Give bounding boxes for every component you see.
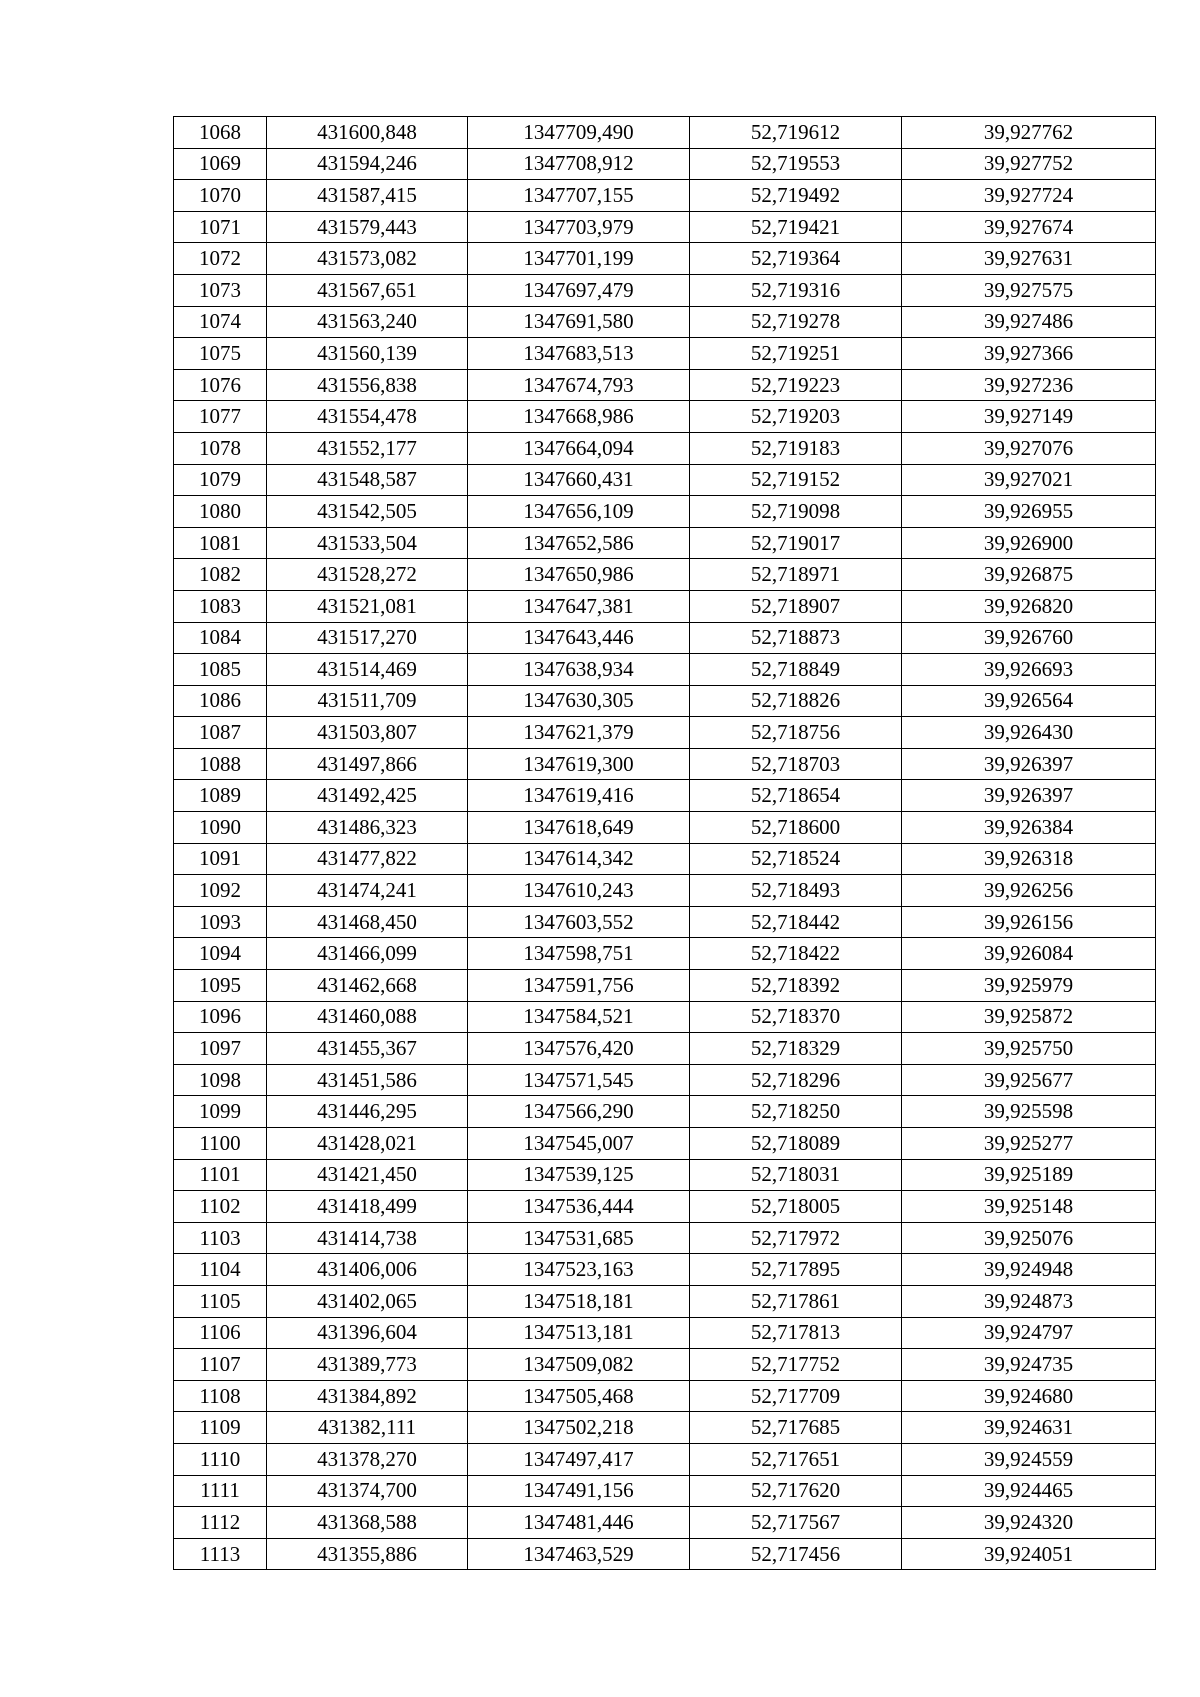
latitude-cell: 52,718907	[690, 590, 902, 622]
y-coordinate-cell: 1347650,986	[468, 559, 690, 591]
y-coordinate-cell: 1347584,521	[468, 1001, 690, 1033]
table-row	[174, 685, 1156, 717]
latitude-cell: 52,718524	[690, 843, 902, 875]
x-coordinate-cell: 431486,323	[267, 812, 468, 844]
x-coordinate-cell: 431389,773	[267, 1349, 468, 1381]
longitude-cell: 39,925148	[902, 1191, 1156, 1223]
table-row	[174, 306, 1156, 338]
longitude-cell: 39,925598	[902, 1096, 1156, 1128]
table-row	[174, 1285, 1156, 1317]
y-coordinate-cell: 1347630,305	[468, 685, 690, 717]
longitude-cell: 39,925979	[902, 970, 1156, 1002]
latitude-cell: 52,717456	[690, 1538, 902, 1570]
y-coordinate-cell: 1347539,125	[468, 1159, 690, 1191]
longitude-cell: 39,927762	[902, 117, 1156, 149]
x-coordinate-cell: 431556,838	[267, 369, 468, 401]
y-coordinate-cell: 1347660,431	[468, 464, 690, 496]
y-coordinate-cell: 1347697,479	[468, 274, 690, 306]
y-coordinate-cell: 1347691,580	[468, 306, 690, 338]
point-number-cell: 1098	[174, 1064, 267, 1096]
point-number-cell: 1069	[174, 148, 267, 180]
point-number-cell: 1071	[174, 211, 267, 243]
longitude-cell: 39,927021	[902, 464, 1156, 496]
y-coordinate-cell: 1347647,381	[468, 590, 690, 622]
x-coordinate-cell: 431511,709	[267, 685, 468, 717]
y-coordinate-cell: 1347463,529	[468, 1538, 690, 1570]
y-coordinate-cell: 1347668,986	[468, 401, 690, 433]
longitude-cell: 39,927486	[902, 306, 1156, 338]
point-number-cell: 1111	[174, 1475, 267, 1507]
x-coordinate-cell: 431382,111	[267, 1412, 468, 1444]
latitude-cell: 52,718756	[690, 717, 902, 749]
latitude-cell: 52,718329	[690, 1033, 902, 1065]
point-number-cell: 1102	[174, 1191, 267, 1223]
table-row	[174, 717, 1156, 749]
y-coordinate-cell: 1347603,552	[468, 906, 690, 938]
longitude-cell: 39,927631	[902, 243, 1156, 275]
longitude-cell: 39,924797	[902, 1317, 1156, 1349]
table-row	[174, 211, 1156, 243]
table-row	[174, 1191, 1156, 1223]
longitude-cell: 39,926564	[902, 685, 1156, 717]
x-coordinate-cell: 431421,450	[267, 1159, 468, 1191]
latitude-cell: 52,719492	[690, 180, 902, 212]
point-number-cell: 1092	[174, 875, 267, 907]
table-row	[174, 1349, 1156, 1381]
table-row	[174, 1412, 1156, 1444]
x-coordinate-cell: 431573,082	[267, 243, 468, 275]
table-row	[174, 117, 1156, 149]
table-row	[174, 906, 1156, 938]
y-coordinate-cell: 1347497,417	[468, 1443, 690, 1475]
table-row	[174, 1538, 1156, 1570]
x-coordinate-cell: 431396,604	[267, 1317, 468, 1349]
table-row	[174, 1443, 1156, 1475]
table-row	[174, 654, 1156, 686]
table-row	[174, 970, 1156, 1002]
longitude-cell: 39,924631	[902, 1412, 1156, 1444]
x-coordinate-cell: 431567,651	[267, 274, 468, 306]
x-coordinate-cell: 431594,246	[267, 148, 468, 180]
point-number-cell: 1073	[174, 274, 267, 306]
y-coordinate-cell: 1347703,979	[468, 211, 690, 243]
latitude-cell: 52,719553	[690, 148, 902, 180]
point-number-cell: 1103	[174, 1222, 267, 1254]
table-row	[174, 590, 1156, 622]
table-row	[174, 622, 1156, 654]
x-coordinate-cell: 431477,822	[267, 843, 468, 875]
longitude-cell: 39,925750	[902, 1033, 1156, 1065]
x-coordinate-cell: 431406,006	[267, 1254, 468, 1286]
longitude-cell: 39,926397	[902, 780, 1156, 812]
table-row	[174, 1096, 1156, 1128]
latitude-cell: 52,718703	[690, 748, 902, 780]
y-coordinate-cell: 1347566,290	[468, 1096, 690, 1128]
longitude-cell: 39,927724	[902, 180, 1156, 212]
point-number-cell: 1088	[174, 748, 267, 780]
point-number-cell: 1095	[174, 970, 267, 1002]
latitude-cell: 52,718493	[690, 875, 902, 907]
x-coordinate-cell: 431514,469	[267, 654, 468, 686]
longitude-cell: 39,927236	[902, 369, 1156, 401]
point-number-cell: 1083	[174, 590, 267, 622]
x-coordinate-cell: 431552,177	[267, 432, 468, 464]
y-coordinate-cell: 1347591,756	[468, 970, 690, 1002]
x-coordinate-cell: 431528,272	[267, 559, 468, 591]
latitude-cell: 52,718005	[690, 1191, 902, 1223]
y-coordinate-cell: 1347610,243	[468, 875, 690, 907]
y-coordinate-cell: 1347664,094	[468, 432, 690, 464]
point-number-cell: 1101	[174, 1159, 267, 1191]
longitude-cell: 39,924735	[902, 1349, 1156, 1381]
table-row	[174, 369, 1156, 401]
longitude-cell: 39,927752	[902, 148, 1156, 180]
latitude-cell: 52,718826	[690, 685, 902, 717]
latitude-cell: 52,718600	[690, 812, 902, 844]
longitude-cell: 39,924465	[902, 1475, 1156, 1507]
point-number-cell: 1104	[174, 1254, 267, 1286]
latitude-cell: 52,719223	[690, 369, 902, 401]
x-coordinate-cell: 431355,886	[267, 1538, 468, 1570]
longitude-cell: 39,926256	[902, 875, 1156, 907]
longitude-cell: 39,926397	[902, 748, 1156, 780]
y-coordinate-cell: 1347523,163	[468, 1254, 690, 1286]
table-row	[174, 274, 1156, 306]
x-coordinate-cell: 431554,478	[267, 401, 468, 433]
y-coordinate-cell: 1347618,649	[468, 812, 690, 844]
x-coordinate-cell: 431563,240	[267, 306, 468, 338]
longitude-cell: 39,924680	[902, 1380, 1156, 1412]
y-coordinate-cell: 1347656,109	[468, 496, 690, 528]
latitude-cell: 52,718031	[690, 1159, 902, 1191]
point-number-cell: 1113	[174, 1538, 267, 1570]
y-coordinate-cell: 1347709,490	[468, 117, 690, 149]
point-number-cell: 1068	[174, 117, 267, 149]
longitude-cell: 39,926693	[902, 654, 1156, 686]
latitude-cell: 52,717813	[690, 1317, 902, 1349]
x-coordinate-cell: 431600,848	[267, 117, 468, 149]
table-row	[174, 1001, 1156, 1033]
point-number-cell: 1085	[174, 654, 267, 686]
latitude-cell: 52,717651	[690, 1443, 902, 1475]
point-number-cell: 1078	[174, 432, 267, 464]
point-number-cell: 1079	[174, 464, 267, 496]
latitude-cell: 52,719183	[690, 432, 902, 464]
y-coordinate-cell: 1347505,468	[468, 1380, 690, 1412]
point-number-cell: 1072	[174, 243, 267, 275]
latitude-cell: 52,719278	[690, 306, 902, 338]
y-coordinate-cell: 1347598,751	[468, 938, 690, 970]
y-coordinate-cell: 1347707,155	[468, 180, 690, 212]
point-number-cell: 1090	[174, 812, 267, 844]
latitude-cell: 52,718422	[690, 938, 902, 970]
table-row	[174, 496, 1156, 528]
point-number-cell: 1094	[174, 938, 267, 970]
table-row	[174, 180, 1156, 212]
x-coordinate-cell: 431560,139	[267, 338, 468, 370]
latitude-cell: 52,718370	[690, 1001, 902, 1033]
point-number-cell: 1110	[174, 1443, 267, 1475]
longitude-cell: 39,924948	[902, 1254, 1156, 1286]
x-coordinate-cell: 431368,588	[267, 1507, 468, 1539]
y-coordinate-cell: 1347643,446	[468, 622, 690, 654]
longitude-cell: 39,925076	[902, 1222, 1156, 1254]
x-coordinate-cell: 431517,270	[267, 622, 468, 654]
table-row	[174, 338, 1156, 370]
longitude-cell: 39,926875	[902, 559, 1156, 591]
longitude-cell: 39,927366	[902, 338, 1156, 370]
y-coordinate-cell: 1347513,181	[468, 1317, 690, 1349]
table-row	[174, 780, 1156, 812]
point-number-cell: 1100	[174, 1128, 267, 1160]
longitude-cell: 39,925189	[902, 1159, 1156, 1191]
point-number-cell: 1109	[174, 1412, 267, 1444]
latitude-cell: 52,717685	[690, 1412, 902, 1444]
longitude-cell: 39,926084	[902, 938, 1156, 970]
latitude-cell: 52,719251	[690, 338, 902, 370]
point-number-cell: 1093	[174, 906, 267, 938]
table-row	[174, 812, 1156, 844]
point-number-cell: 1076	[174, 369, 267, 401]
longitude-cell: 39,927076	[902, 432, 1156, 464]
longitude-cell: 39,927575	[902, 274, 1156, 306]
latitude-cell: 52,718250	[690, 1096, 902, 1128]
latitude-cell: 52,718296	[690, 1064, 902, 1096]
x-coordinate-cell: 431460,088	[267, 1001, 468, 1033]
table-row	[174, 1317, 1156, 1349]
x-coordinate-cell: 431378,270	[267, 1443, 468, 1475]
y-coordinate-cell: 1347614,342	[468, 843, 690, 875]
latitude-cell: 52,718873	[690, 622, 902, 654]
point-number-cell: 1084	[174, 622, 267, 654]
latitude-cell: 52,717895	[690, 1254, 902, 1286]
x-coordinate-cell: 431466,099	[267, 938, 468, 970]
x-coordinate-cell: 431374,700	[267, 1475, 468, 1507]
x-coordinate-cell: 431497,866	[267, 748, 468, 780]
table-row	[174, 1064, 1156, 1096]
latitude-cell: 52,718654	[690, 780, 902, 812]
point-number-cell: 1077	[174, 401, 267, 433]
latitude-cell: 52,719017	[690, 527, 902, 559]
longitude-cell: 39,926430	[902, 717, 1156, 749]
latitude-cell: 52,719612	[690, 117, 902, 149]
x-coordinate-cell: 431428,021	[267, 1128, 468, 1160]
table-row	[174, 1380, 1156, 1412]
point-number-cell: 1107	[174, 1349, 267, 1381]
y-coordinate-cell: 1347509,082	[468, 1349, 690, 1381]
table-row	[174, 148, 1156, 180]
table-row	[174, 1254, 1156, 1286]
latitude-cell: 52,719152	[690, 464, 902, 496]
x-coordinate-cell: 431521,081	[267, 590, 468, 622]
longitude-cell: 39,926318	[902, 843, 1156, 875]
longitude-cell: 39,926820	[902, 590, 1156, 622]
longitude-cell: 39,926156	[902, 906, 1156, 938]
y-coordinate-cell: 1347683,513	[468, 338, 690, 370]
x-coordinate-cell: 431402,065	[267, 1285, 468, 1317]
table-row	[174, 1159, 1156, 1191]
longitude-cell: 39,926760	[902, 622, 1156, 654]
point-number-cell: 1106	[174, 1317, 267, 1349]
coordinates-table	[173, 116, 1156, 1570]
y-coordinate-cell: 1347621,379	[468, 717, 690, 749]
longitude-cell: 39,925677	[902, 1064, 1156, 1096]
table-row	[174, 1507, 1156, 1539]
latitude-cell: 52,719316	[690, 274, 902, 306]
y-coordinate-cell: 1347491,156	[468, 1475, 690, 1507]
x-coordinate-cell: 431579,443	[267, 211, 468, 243]
latitude-cell: 52,718442	[690, 906, 902, 938]
table-row	[174, 401, 1156, 433]
coordinates-table-body	[174, 117, 1156, 1570]
x-coordinate-cell: 431492,425	[267, 780, 468, 812]
point-number-cell: 1070	[174, 180, 267, 212]
x-coordinate-cell: 431418,499	[267, 1191, 468, 1223]
x-coordinate-cell: 431462,668	[267, 970, 468, 1002]
point-number-cell: 1082	[174, 559, 267, 591]
x-coordinate-cell: 431414,738	[267, 1222, 468, 1254]
table-row	[174, 527, 1156, 559]
table-row	[174, 1222, 1156, 1254]
y-coordinate-cell: 1347531,685	[468, 1222, 690, 1254]
longitude-cell: 39,927674	[902, 211, 1156, 243]
x-coordinate-cell: 431474,241	[267, 875, 468, 907]
table-row	[174, 875, 1156, 907]
table-row	[174, 1033, 1156, 1065]
y-coordinate-cell: 1347536,444	[468, 1191, 690, 1223]
x-coordinate-cell: 431468,450	[267, 906, 468, 938]
point-number-cell: 1074	[174, 306, 267, 338]
x-coordinate-cell: 431548,587	[267, 464, 468, 496]
x-coordinate-cell: 431384,892	[267, 1380, 468, 1412]
longitude-cell: 39,925872	[902, 1001, 1156, 1033]
longitude-cell: 39,924320	[902, 1507, 1156, 1539]
y-coordinate-cell: 1347481,446	[468, 1507, 690, 1539]
y-coordinate-cell: 1347576,420	[468, 1033, 690, 1065]
point-number-cell: 1087	[174, 717, 267, 749]
longitude-cell: 39,925277	[902, 1128, 1156, 1160]
longitude-cell: 39,926955	[902, 496, 1156, 528]
latitude-cell: 52,719098	[690, 496, 902, 528]
point-number-cell: 1081	[174, 527, 267, 559]
y-coordinate-cell: 1347545,007	[468, 1128, 690, 1160]
y-coordinate-cell: 1347638,934	[468, 654, 690, 686]
y-coordinate-cell: 1347619,416	[468, 780, 690, 812]
x-coordinate-cell: 431587,415	[267, 180, 468, 212]
longitude-cell: 39,926384	[902, 812, 1156, 844]
x-coordinate-cell: 431455,367	[267, 1033, 468, 1065]
point-number-cell: 1108	[174, 1380, 267, 1412]
point-number-cell: 1086	[174, 685, 267, 717]
y-coordinate-cell: 1347619,300	[468, 748, 690, 780]
longitude-cell: 39,924051	[902, 1538, 1156, 1570]
y-coordinate-cell: 1347652,586	[468, 527, 690, 559]
point-number-cell: 1091	[174, 843, 267, 875]
table-row	[174, 1475, 1156, 1507]
y-coordinate-cell: 1347571,545	[468, 1064, 690, 1096]
point-number-cell: 1105	[174, 1285, 267, 1317]
latitude-cell: 52,718392	[690, 970, 902, 1002]
y-coordinate-cell: 1347674,793	[468, 369, 690, 401]
x-coordinate-cell: 431542,505	[267, 496, 468, 528]
x-coordinate-cell: 431533,504	[267, 527, 468, 559]
x-coordinate-cell: 431503,807	[267, 717, 468, 749]
y-coordinate-cell: 1347518,181	[468, 1285, 690, 1317]
point-number-cell: 1080	[174, 496, 267, 528]
latitude-cell: 52,718971	[690, 559, 902, 591]
table-row	[174, 938, 1156, 970]
latitude-cell: 52,717709	[690, 1380, 902, 1412]
point-number-cell: 1099	[174, 1096, 267, 1128]
x-coordinate-cell: 431446,295	[267, 1096, 468, 1128]
table-row	[174, 843, 1156, 875]
table-row	[174, 432, 1156, 464]
point-number-cell: 1096	[174, 1001, 267, 1033]
latitude-cell: 52,717861	[690, 1285, 902, 1317]
y-coordinate-cell: 1347708,912	[468, 148, 690, 180]
point-number-cell: 1097	[174, 1033, 267, 1065]
latitude-cell: 52,719421	[690, 211, 902, 243]
longitude-cell: 39,924559	[902, 1443, 1156, 1475]
longitude-cell: 39,927149	[902, 401, 1156, 433]
point-number-cell: 1075	[174, 338, 267, 370]
table-row	[174, 1128, 1156, 1160]
latitude-cell: 52,717620	[690, 1475, 902, 1507]
latitude-cell: 52,718089	[690, 1128, 902, 1160]
y-coordinate-cell: 1347701,199	[468, 243, 690, 275]
table-row	[174, 559, 1156, 591]
latitude-cell: 52,717567	[690, 1507, 902, 1539]
latitude-cell: 52,719203	[690, 401, 902, 433]
latitude-cell: 52,719364	[690, 243, 902, 275]
table-row	[174, 243, 1156, 275]
point-number-cell: 1112	[174, 1507, 267, 1539]
y-coordinate-cell: 1347502,218	[468, 1412, 690, 1444]
latitude-cell: 52,717752	[690, 1349, 902, 1381]
latitude-cell: 52,718849	[690, 654, 902, 686]
longitude-cell: 39,926900	[902, 527, 1156, 559]
x-coordinate-cell: 431451,586	[267, 1064, 468, 1096]
table-row	[174, 464, 1156, 496]
point-number-cell: 1089	[174, 780, 267, 812]
longitude-cell: 39,924873	[902, 1285, 1156, 1317]
latitude-cell: 52,717972	[690, 1222, 902, 1254]
table-row	[174, 748, 1156, 780]
